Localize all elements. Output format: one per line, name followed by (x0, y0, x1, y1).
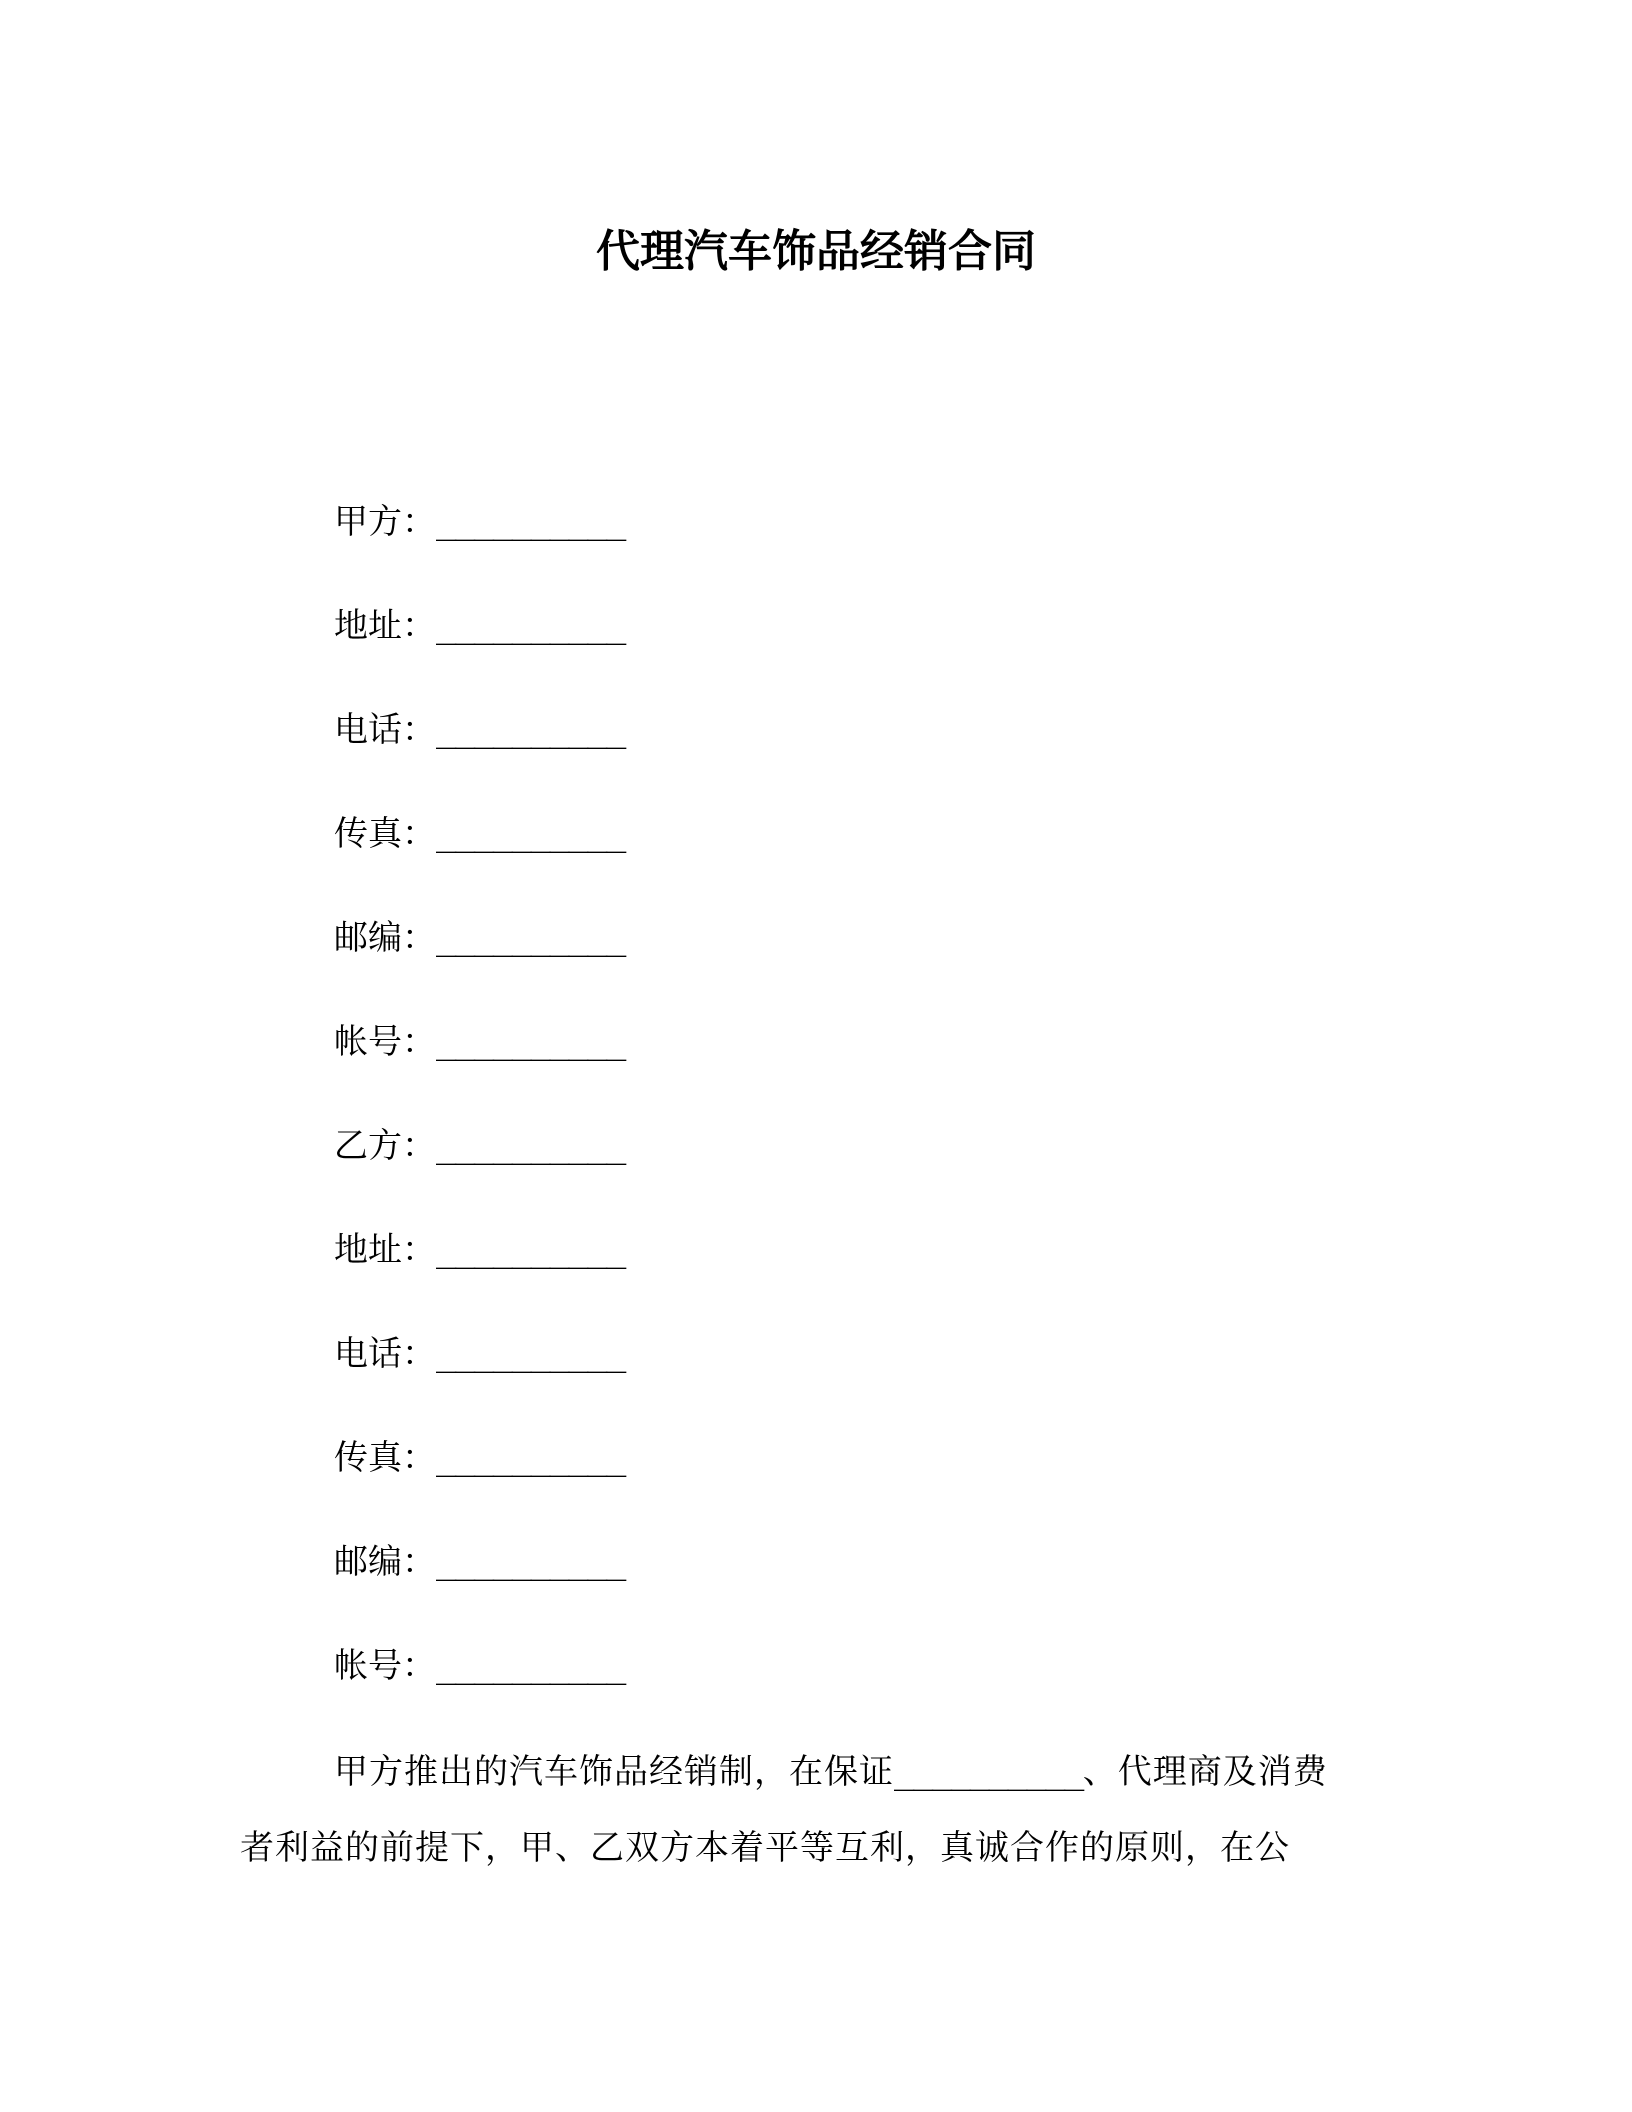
field-party-a (334, 492, 625, 596)
party-info-list (334, 492, 625, 1740)
document-title: 代理汽车饰品经销合同 (596, 226, 1036, 277)
intro-line-1 (240, 1734, 1390, 1810)
field-label: 地址： (334, 1230, 436, 1270)
field-blank: __________ (436, 710, 625, 750)
field-party-b (334, 1116, 625, 1220)
intro-text: 甲方推出的汽车饰品经销制，在保证 (334, 1752, 894, 1792)
intro-paragraph (240, 1734, 1390, 1886)
field-party-b-phone (334, 1324, 625, 1428)
field-blank: __________ (436, 1542, 625, 1582)
field-party-a-postcode (334, 908, 625, 1012)
field-party-b-account (334, 1636, 625, 1740)
field-label: 邮编： (334, 1542, 436, 1582)
field-blank: __________ (436, 814, 625, 854)
field-party-a-address (334, 596, 625, 700)
field-blank: __________ (436, 1646, 625, 1686)
intro-text: 、代理商及消费 (1082, 1752, 1328, 1792)
field-label: 甲方： (334, 502, 436, 542)
field-label: 传真： (334, 814, 436, 854)
field-blank: __________ (436, 1022, 625, 1062)
field-party-b-address (334, 1220, 625, 1324)
field-party-b-postcode (334, 1532, 625, 1636)
intro-blank: __________ (894, 1752, 1083, 1792)
field-blank: __________ (436, 1126, 625, 1166)
field-label: 传真： (334, 1438, 436, 1478)
field-blank: __________ (436, 1438, 625, 1478)
field-label: 地址： (334, 606, 436, 646)
field-label: 帐号： (334, 1022, 436, 1062)
field-party-a-phone (334, 700, 625, 804)
field-blank: __________ (436, 918, 625, 958)
field-blank: __________ (436, 1230, 625, 1270)
field-party-a-fax (334, 804, 625, 908)
field-blank: __________ (436, 502, 625, 542)
field-label: 邮编： (334, 918, 436, 958)
field-blank: __________ (436, 606, 625, 646)
field-label: 电话： (334, 710, 436, 750)
intro-line-2: 者利益的前提下，甲、乙双方本着平等互利，真诚合作的原则，在公 (240, 1828, 1290, 1868)
field-party-a-account (334, 1012, 625, 1116)
field-blank: __________ (436, 1334, 625, 1374)
field-party-b-fax (334, 1428, 625, 1532)
field-label: 乙方： (334, 1126, 436, 1166)
field-label: 帐号： (334, 1646, 436, 1686)
field-label: 电话： (334, 1334, 436, 1374)
